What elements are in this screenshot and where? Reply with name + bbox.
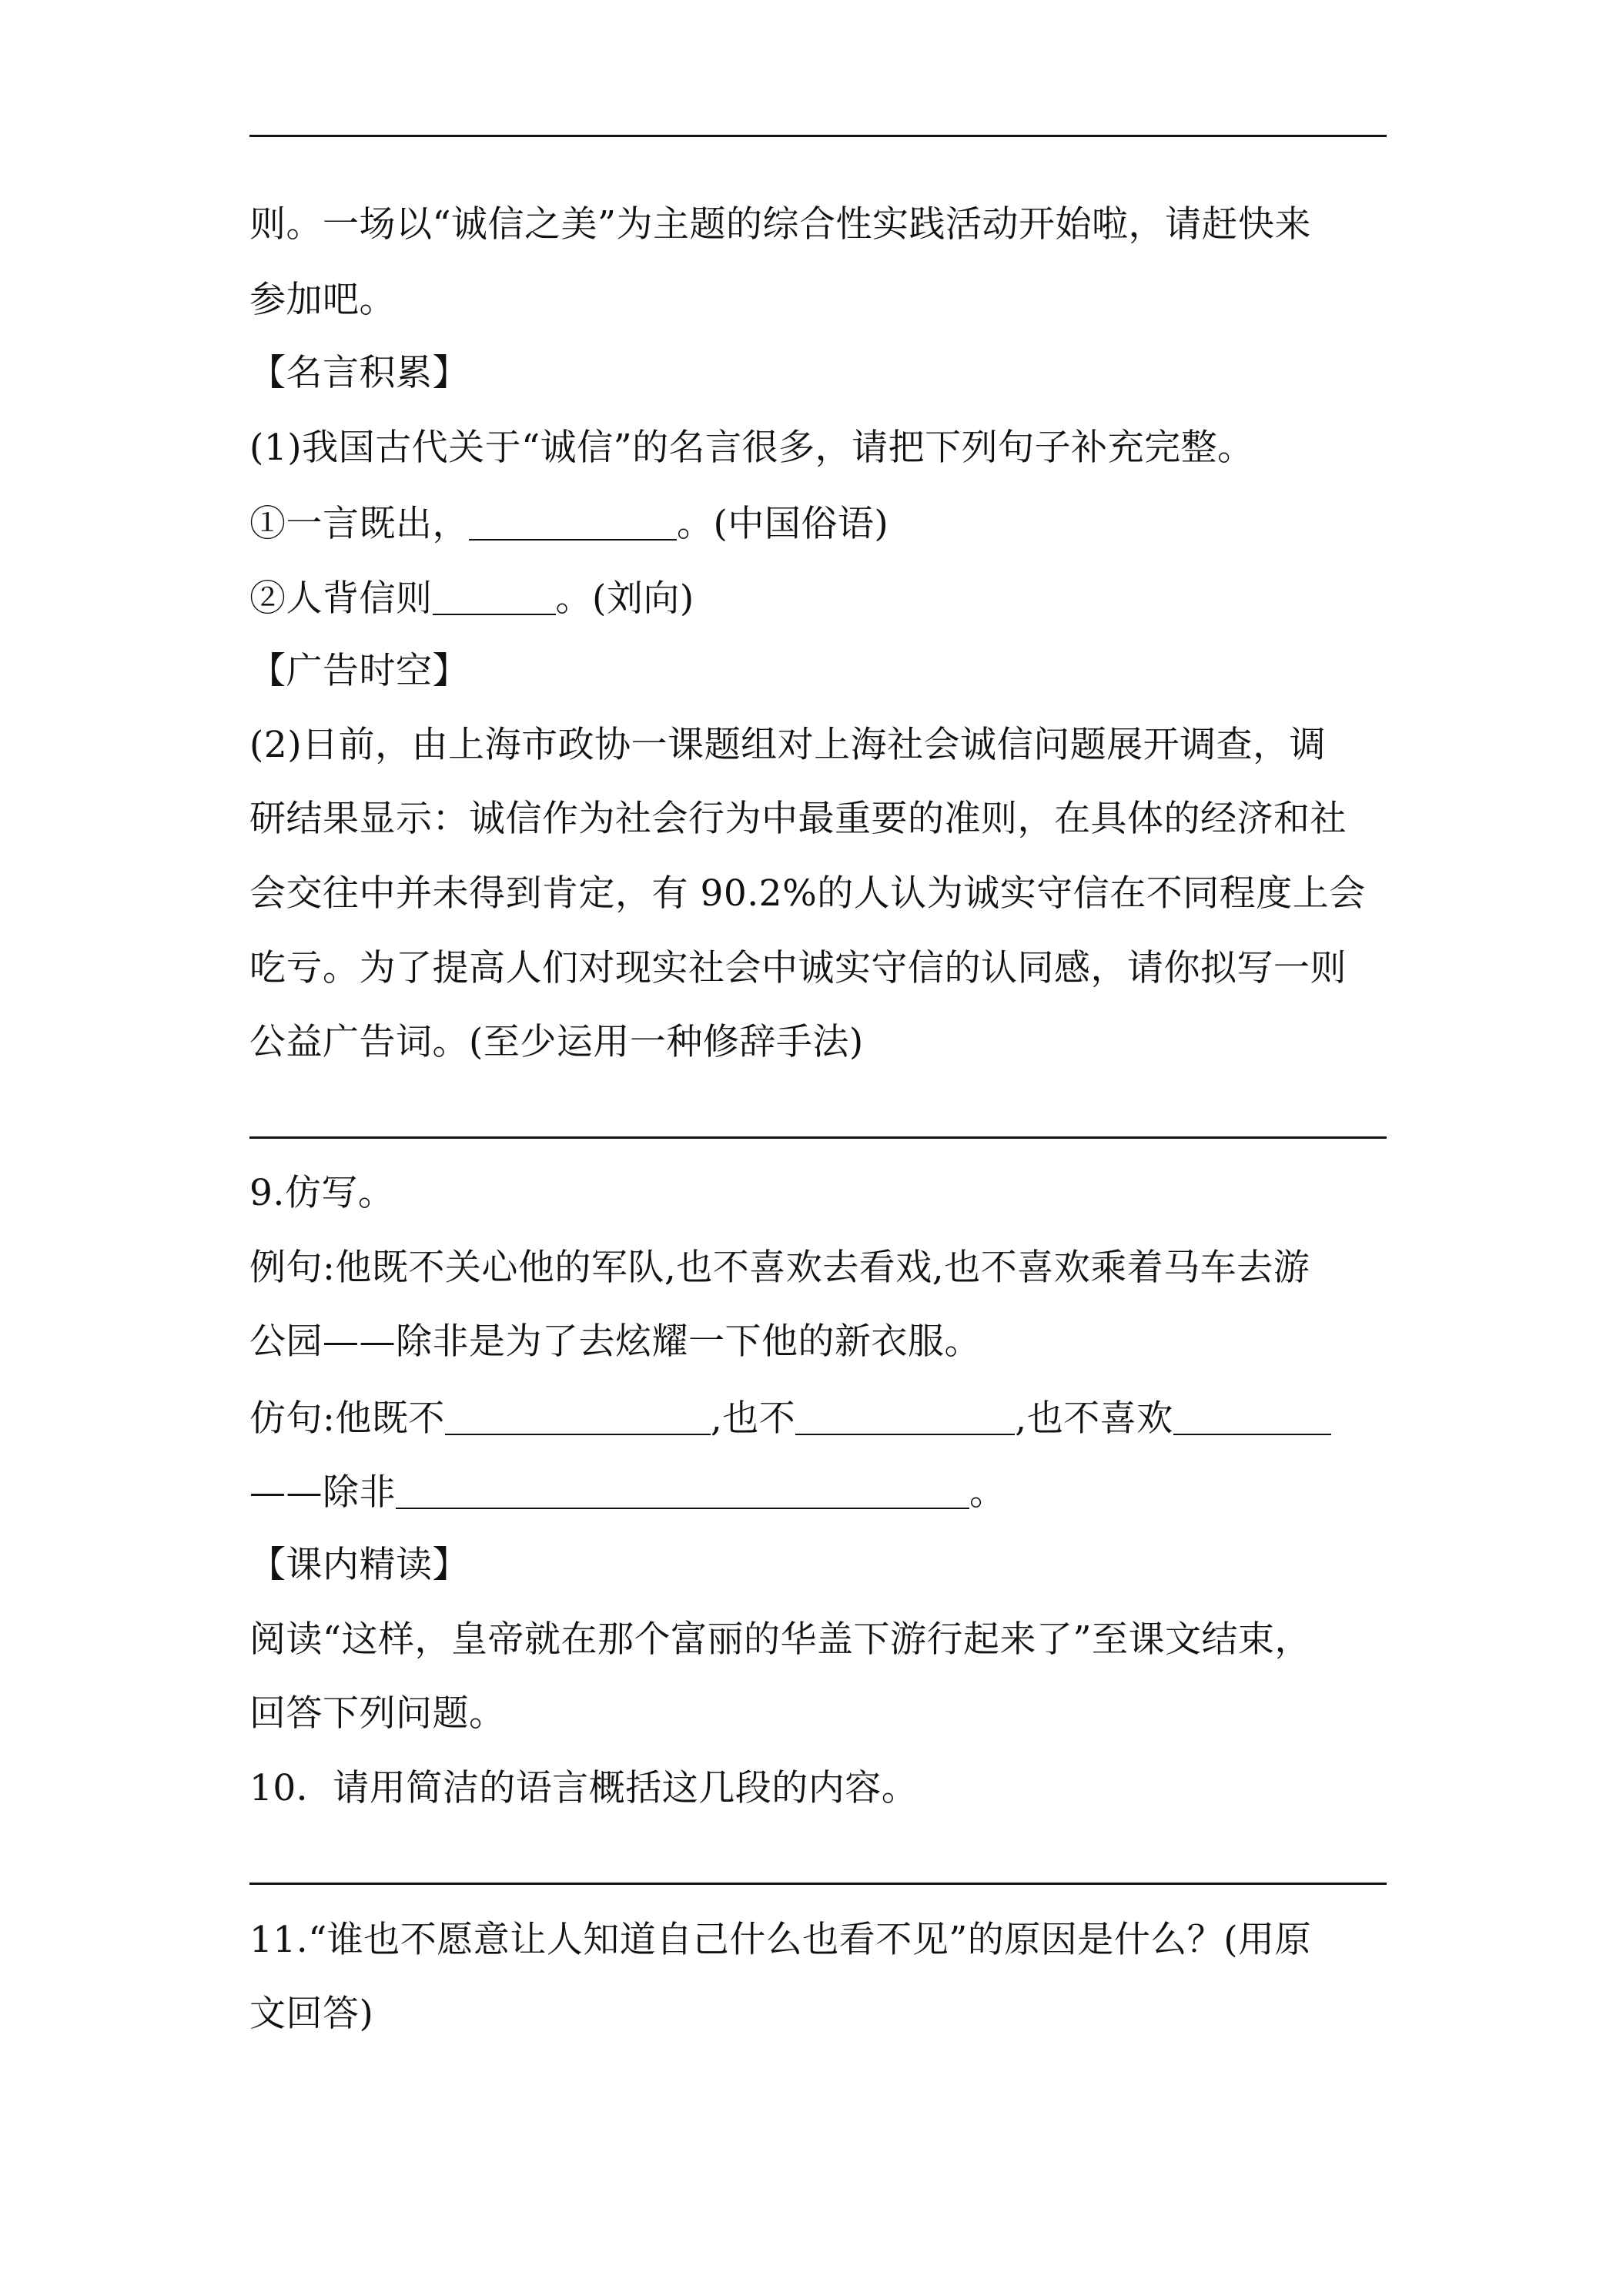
imitation-line-1 (249, 1394, 1331, 1442)
answer-rule[interactable] (249, 1136, 1387, 1139)
question-10: 10．请用简洁的语言概括这几段的内容。 (249, 1767, 919, 1809)
imitation-suffix: 。 (969, 1471, 1006, 1514)
question-1: (1)我国古代关于“诚信”的名言很多，请把下列句子补充完整。 (249, 427, 1254, 469)
imitation-middle: ,也不 (710, 1397, 796, 1440)
top-rule (249, 135, 1387, 137)
answer-blank[interactable] (433, 578, 556, 615)
question-2: (2)日前，由上海市政协一课题组对上海社会诚信问题展开调查，调 (249, 724, 1327, 766)
fill-blank-prefix: ①一言既出， (249, 503, 469, 545)
text-line: 则。一场以“诚信之美”为主题的综合性实践活动开始啦，请赶快来 (249, 203, 1312, 246)
answer-blank[interactable] (795, 1398, 1015, 1435)
fill-blank-line-1 (249, 499, 888, 547)
answer-blank[interactable] (396, 1472, 969, 1509)
imitation-prefix: 仿句:他既不 (249, 1397, 445, 1440)
fill-blank-suffix: 。(刘向) (555, 577, 694, 620)
text-line: 文回答) (249, 1993, 374, 2035)
imitation-line-2 (249, 1468, 1006, 1516)
answer-blank[interactable] (469, 504, 677, 541)
reading-instruction: 阅读“这样，皇帝就在那个富丽的华盖下游行起来了”至课文结束， (249, 1618, 1312, 1661)
imitation-middle: ,也不喜欢 (1015, 1397, 1173, 1440)
text-line: 参加吧。 (249, 279, 396, 321)
answer-blank[interactable] (445, 1398, 711, 1435)
question-9: 9.仿写。 (249, 1172, 395, 1214)
text-line: 吃亏。为了提高人们对现实社会中诚实守信的认同感，请你拟写一则 (249, 947, 1347, 989)
text-line: 回答下列问题。 (249, 1692, 506, 1735)
question-11: 11.“谁也不愿意让人知道自己什么也看不见”的原因是什么？(用原 (249, 1919, 1312, 1961)
fill-blank-line-2 (249, 574, 694, 622)
section-heading-quotes: 【名言积累】 (249, 352, 469, 394)
section-heading-reading: 【课内精读】 (249, 1544, 469, 1586)
text-line: 公益广告词。(至少运用一种修辞手法) (249, 1021, 864, 1063)
fill-blank-prefix: ②人背信则 (249, 577, 433, 620)
answer-blank[interactable] (1173, 1398, 1331, 1435)
imitation-prefix: ——除非 (249, 1471, 396, 1514)
example-sentence: 例句:他既不关心他的军队,也不喜欢去看戏,也不喜欢乘着马车去游 (249, 1247, 1310, 1289)
text-line: 公园——除非是为了去炫耀一下他的新衣服。 (249, 1320, 981, 1363)
fill-blank-suffix: 。(中国俗语) (677, 503, 889, 545)
answer-rule[interactable] (249, 1883, 1387, 1885)
section-heading-ads: 【广告时空】 (249, 650, 469, 692)
text-line: 会交往中并未得到肯定，有 90.2%的人认为诚实守信在不同程度上会 (249, 872, 1366, 915)
text-line: 研结果显示：诚信作为社会行为中最重要的准则，在具体的经济和社 (249, 798, 1347, 840)
